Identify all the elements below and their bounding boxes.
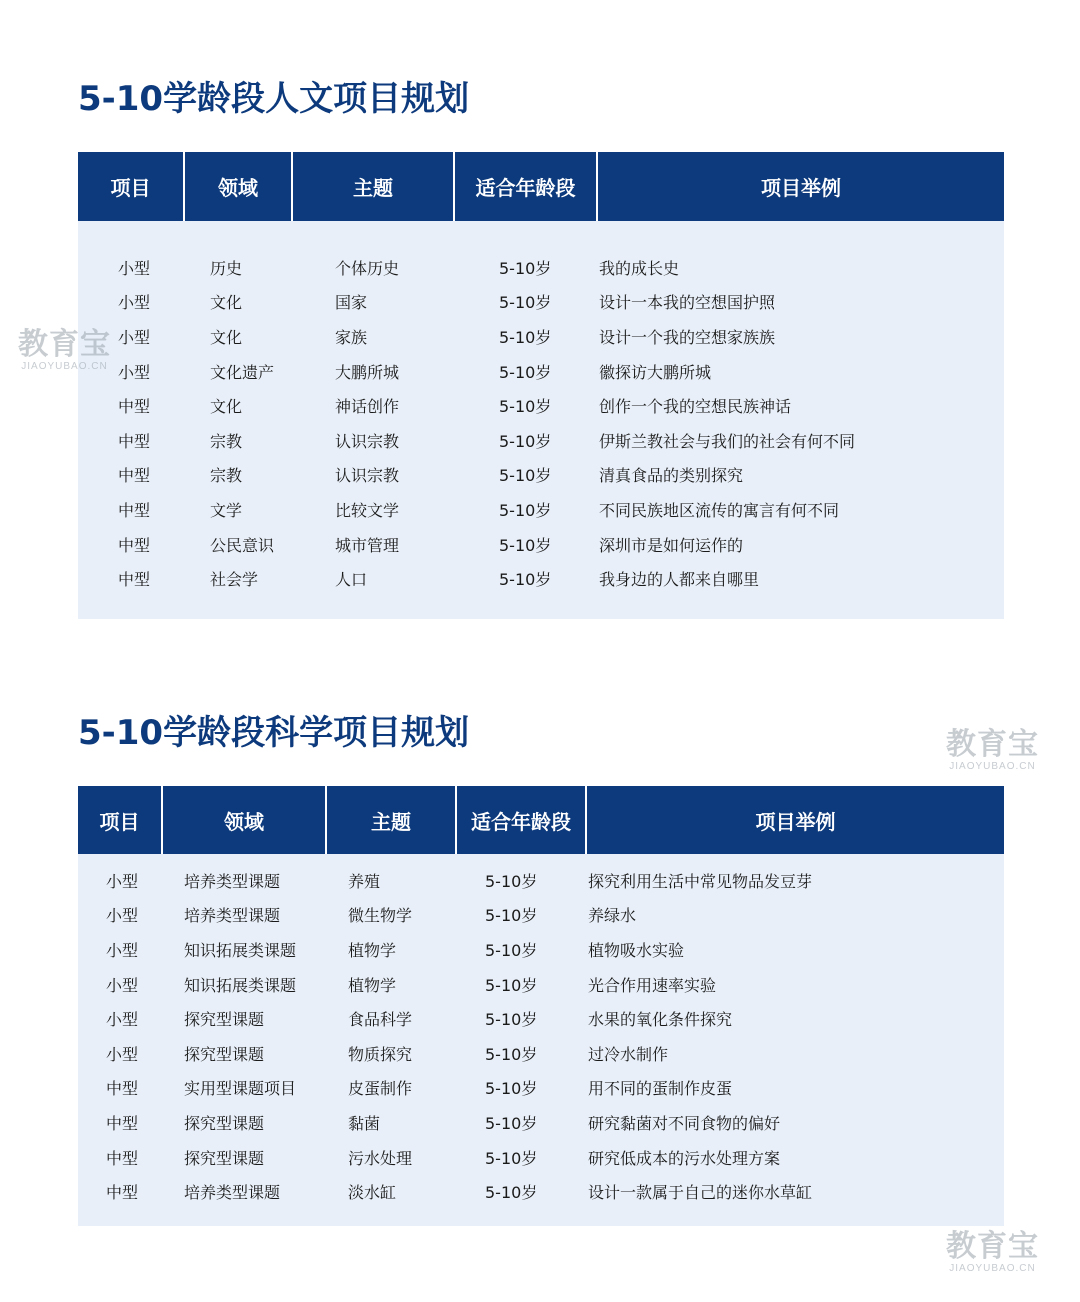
cell-project: 小型 — [106, 1044, 139, 1064]
science-table — [78, 786, 1004, 1226]
header-example: 项目举例 — [761, 176, 841, 200]
cell-age: 5-10岁 — [499, 431, 552, 451]
cell-example: 过冷水制作 — [588, 1044, 669, 1064]
cell-project: 小型 — [106, 1010, 139, 1030]
cell-age: 5-10岁 — [485, 1079, 538, 1099]
cell-field: 知识拓展类课题 — [184, 940, 297, 960]
cell-field: 宗教 — [210, 466, 243, 486]
cell-project: 中型 — [118, 570, 151, 590]
table-row — [78, 932, 1004, 967]
cell-project: 中型 — [118, 535, 151, 555]
cell-field: 文化 — [210, 397, 243, 417]
cell-example: 探究利用生活中常见物品发豆芽 — [588, 871, 813, 891]
table-body — [78, 854, 1004, 1226]
cell-age: 5-10岁 — [499, 397, 552, 417]
cell-age: 5-10岁 — [499, 327, 552, 347]
table-row — [78, 492, 1004, 527]
cell-example: 设计一款属于自己的迷你水草缸 — [588, 1183, 813, 1203]
cell-field: 探究型课题 — [184, 1113, 265, 1133]
header-field: 领域 — [163, 786, 327, 854]
cell-field: 文化遗产 — [210, 362, 275, 382]
cell-theme: 个体历史 — [335, 258, 400, 278]
cell-example: 研究黏菌对不同食物的偏好 — [588, 1113, 781, 1133]
cell-example: 我的成长史 — [599, 258, 680, 278]
cell-field: 探究型课题 — [184, 1148, 265, 1168]
cell-field: 培养类型课题 — [184, 1183, 281, 1203]
cell-field: 实用型课题项目 — [184, 1079, 297, 1099]
humanities-table — [78, 152, 1004, 619]
table-row — [78, 1140, 1004, 1175]
cell-age: 5-10岁 — [485, 1044, 538, 1064]
cell-example: 伊斯兰教社会与我们的社会有何不同 — [599, 431, 856, 451]
cell-theme: 家族 — [335, 327, 368, 347]
cell-age: 5-10岁 — [485, 1148, 538, 1168]
table-row — [78, 863, 1004, 898]
cell-example: 深圳市是如何运作的 — [599, 535, 744, 555]
cell-theme: 人口 — [335, 570, 368, 590]
cell-age: 5-10岁 — [485, 1113, 538, 1133]
cell-theme: 污水处理 — [348, 1148, 413, 1168]
cell-field: 探究型课题 — [184, 1010, 265, 1030]
table-row — [78, 458, 1004, 493]
cell-project: 小型 — [106, 906, 139, 926]
header-theme: 主题 — [293, 152, 455, 221]
cell-age: 5-10岁 — [485, 906, 538, 926]
table-row — [78, 1071, 1004, 1106]
science-title: 5-10学龄段科学项目规划 — [78, 713, 470, 753]
table-body — [78, 221, 1004, 619]
table-header — [78, 152, 1004, 221]
watermark-logo: 教育宝 JIAOYUBAO.CN — [946, 1230, 1039, 1274]
table-row — [78, 967, 1004, 1002]
cell-theme: 皮蛋制作 — [348, 1079, 413, 1099]
cell-project: 小型 — [106, 975, 139, 995]
header-example: 项目举例 — [755, 809, 836, 834]
cell-example: 研究低成本的污水处理方案 — [588, 1148, 781, 1168]
cell-theme: 城市管理 — [335, 535, 400, 555]
header-project: 项目 — [78, 152, 185, 221]
cell-age: 5-10岁 — [499, 500, 552, 520]
cell-example: 植物吸水实验 — [588, 940, 685, 960]
cell-project: 小型 — [118, 362, 151, 382]
cell-project: 中型 — [106, 1113, 139, 1133]
cell-field: 培养类型课题 — [184, 906, 281, 926]
cell-project: 中型 — [118, 500, 151, 520]
cell-field: 宗教 — [210, 431, 243, 451]
cell-project: 中型 — [118, 431, 151, 451]
cell-field: 文学 — [210, 500, 243, 520]
cell-age: 5-10岁 — [485, 1010, 538, 1030]
watermark-logo: 教育宝 JIAOYUBAO.CN — [946, 728, 1039, 772]
table-row — [78, 898, 1004, 933]
cell-theme: 物质探究 — [348, 1044, 413, 1064]
cell-theme: 微生物学 — [348, 906, 413, 926]
table-row — [78, 285, 1004, 320]
cell-example: 设计一本我的空想国护照 — [599, 293, 776, 313]
cell-theme: 大鹏所城 — [335, 362, 400, 382]
table-row — [78, 319, 1004, 354]
cell-theme: 国家 — [335, 293, 368, 313]
cell-example: 设计一个我的空想家族族 — [599, 327, 776, 347]
cell-example: 光合作用速率实验 — [588, 975, 717, 995]
cell-age: 5-10岁 — [499, 258, 552, 278]
cell-project: 中型 — [106, 1183, 139, 1203]
cell-theme: 食品科学 — [348, 1010, 413, 1030]
cell-example: 不同民族地区流传的寓言有何不同 — [599, 500, 840, 520]
header-theme: 主题 — [327, 786, 457, 854]
cell-age: 5-10岁 — [499, 293, 552, 313]
watermark-logo: 教育宝 JIAOYUBAO.CN — [18, 328, 111, 372]
cell-project: 小型 — [106, 871, 139, 891]
cell-project: 小型 — [106, 940, 139, 960]
cell-field: 文化 — [210, 293, 243, 313]
cell-project: 中型 — [106, 1148, 139, 1168]
humanities-title: 5-10学龄段人文项目规划 — [78, 79, 470, 119]
cell-field: 培养类型课题 — [184, 871, 281, 891]
cell-project: 小型 — [118, 258, 151, 278]
cell-example: 清真食品的类别探究 — [599, 466, 744, 486]
table-header — [78, 786, 1004, 854]
cell-age: 5-10岁 — [499, 535, 552, 555]
table-row — [78, 527, 1004, 562]
table-row — [78, 1001, 1004, 1036]
cell-theme: 养殖 — [348, 871, 381, 891]
cell-example: 创作一个我的空想民族神话 — [599, 397, 792, 417]
cell-theme: 神话创作 — [335, 397, 400, 417]
cell-example: 徽探访大鹏所城 — [599, 362, 712, 382]
header-project: 项目 — [78, 786, 163, 854]
table-row — [78, 388, 1004, 423]
cell-age: 5-10岁 — [499, 570, 552, 590]
cell-example: 我身边的人都来自哪里 — [599, 570, 760, 590]
cell-field: 公民意识 — [210, 535, 275, 555]
cell-age: 5-10岁 — [485, 940, 538, 960]
table-row — [78, 354, 1004, 389]
cell-project: 中型 — [106, 1079, 139, 1099]
table-row — [78, 1036, 1004, 1071]
cell-field: 文化 — [210, 327, 243, 347]
table-row — [78, 423, 1004, 458]
cell-example: 养绿水 — [588, 906, 637, 926]
cell-project: 中型 — [118, 397, 151, 417]
cell-field: 探究型课题 — [184, 1044, 265, 1064]
table-row — [78, 1174, 1004, 1209]
cell-theme: 植物学 — [348, 975, 397, 995]
header-age: 适合年龄段 — [455, 152, 598, 221]
cell-field: 知识拓展类课题 — [184, 975, 297, 995]
table-row — [78, 250, 1004, 285]
cell-age: 5-10岁 — [499, 362, 552, 382]
header-age: 适合年龄段 — [457, 786, 587, 854]
cell-theme: 认识宗教 — [335, 431, 400, 451]
cell-project: 中型 — [118, 466, 151, 486]
cell-age: 5-10岁 — [485, 1183, 538, 1203]
cell-age: 5-10岁 — [485, 975, 538, 995]
table-row — [78, 561, 1004, 596]
table-row — [78, 1105, 1004, 1140]
cell-theme: 植物学 — [348, 940, 397, 960]
cell-theme: 黏菌 — [348, 1113, 381, 1133]
cell-field: 社会学 — [210, 570, 259, 590]
header-field: 领域 — [185, 152, 293, 221]
cell-project: 小型 — [118, 327, 151, 347]
cell-age: 5-10岁 — [485, 871, 538, 891]
cell-example: 用不同的蛋制作皮蛋 — [588, 1079, 733, 1099]
cell-field: 历史 — [210, 258, 243, 278]
cell-example: 水果的氧化条件探究 — [588, 1010, 733, 1030]
cell-theme: 比较文学 — [335, 500, 400, 520]
cell-age: 5-10岁 — [499, 466, 552, 486]
cell-theme: 认识宗教 — [335, 466, 400, 486]
cell-theme: 淡水缸 — [348, 1183, 397, 1203]
cell-project: 小型 — [118, 293, 151, 313]
